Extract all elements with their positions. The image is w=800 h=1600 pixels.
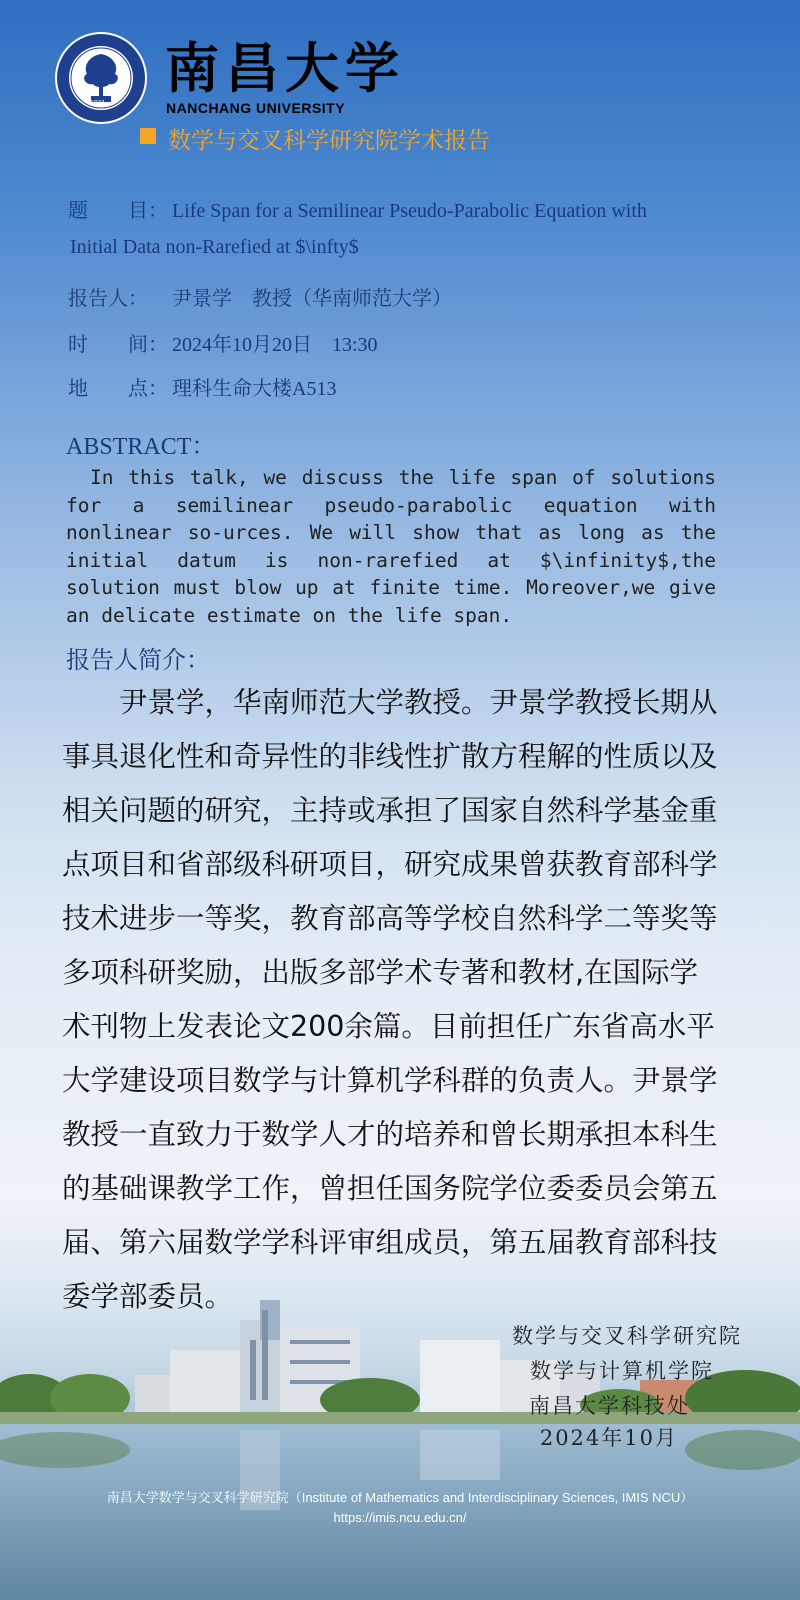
speaker-value: 尹景学 教授（华南师范大学）: [172, 288, 452, 310]
university-name-cn: 南昌大学: [165, 36, 405, 100]
date-signature: 2024年10月: [539, 1426, 678, 1450]
bio-heading: 报告人简介：: [66, 646, 210, 674]
time-row: [68, 328, 378, 357]
footer-url[interactable]: https://imis.ncu.edu.cn/: [333, 1510, 467, 1525]
topic-line2: Initial Data non-Rarefied at $\infty$: [70, 236, 359, 258]
topic-row: [68, 194, 647, 223]
orange-square-bullet: [140, 128, 156, 144]
university-name-en: NANCHANG UNIVERSITY: [166, 100, 346, 116]
organizer-2: 数学与计算机学院: [530, 1359, 714, 1383]
topic-label: 题 目：: [68, 200, 168, 222]
abstract-text: In this talk, we discuss the life span of solutions for a semilinear pseudo-parabolic equation with nonlinear so-urces. We will show that as long as the initial datum is non-rarefied at $\infinity$,the solution must blow up at finite time. Moreover,we give an delicate estimate on the life span.: [66, 466, 716, 627]
speaker-row: [68, 282, 452, 311]
topic-line1: Life Span for a Semilinear Pseudo-Parabolic Equation with: [172, 200, 647, 222]
organizer-1: 数学与交叉科学研究院: [512, 1324, 742, 1348]
place-row: [68, 372, 336, 401]
poster-subtitle: 数学与交叉科学研究院学术报告: [168, 128, 490, 154]
bio-text: 尹景学，华南师范大学教授。尹景学教授长期从事具退化性和奇异性的非线性扩散方程解的性质以及相关问题的研究，主持或承担了国家自然科学基金重点项目和省部级科研项目，研究成果曾获教育部科学技术进步一等奖，教育部高等学校自然科学二等奖等多项科研奖励，出版多部学术专著和教材,在国际学术刊物上发表论文200余篇。目前担任广东省高水平大学建设项目数学与计算机学科群的负责人。尹景学教授一直致力于数学人才的培养和曾长期承担本科生的基础课教学工作，曾担任国务院学位委委员会第五届、第六届数学学科评审组成员，第五届教育部科技委学部委员。: [62, 686, 718, 1313]
organizer-3: 南昌大学科技处: [529, 1394, 690, 1418]
abstract-heading: ABSTRACT：: [66, 434, 216, 460]
time-value: 2024年10月20日 13:30: [172, 334, 378, 356]
speaker-label: 报告人：: [68, 288, 148, 310]
seal-year: 1921: [90, 100, 106, 107]
university-seal-logo: [55, 32, 147, 124]
time-label: 时 间：: [68, 334, 168, 356]
place-value: 理科生命大楼A513: [172, 378, 337, 400]
place-label: 地 点：: [68, 378, 168, 400]
footer-institute: 南昌大学数学与交叉科学研究院（Institute of Mathematics and Interdisciplinary Sciences, IMIS NCU）: [106, 1490, 694, 1505]
